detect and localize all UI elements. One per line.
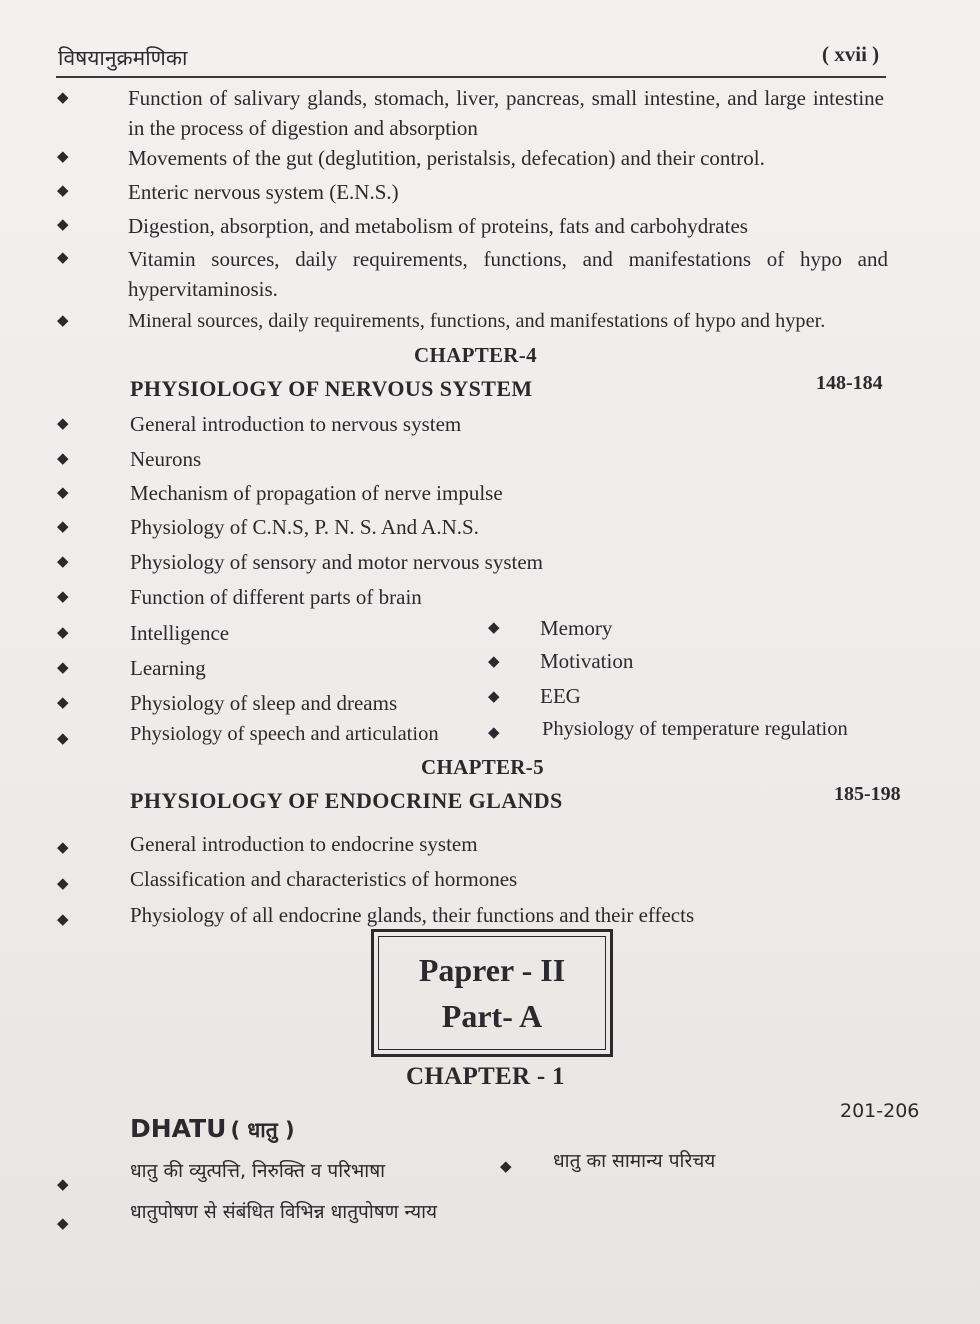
- list-item: General introduction to nervous system: [130, 412, 462, 436]
- bullet-icon: ◆: [57, 660, 69, 676]
- list-item: Motivation: [540, 649, 634, 673]
- chapter-4-heading: CHAPTER-4: [414, 343, 537, 367]
- bullet-icon: ◆: [57, 519, 69, 535]
- bullet-icon: ◆: [57, 695, 69, 711]
- list-item: Mechanism of propagation of nerve impulse: [130, 481, 503, 505]
- bullet-icon: ◆: [488, 654, 500, 670]
- list-item: Classification and characteristics of hormones: [130, 867, 518, 891]
- bullet-icon: ◆: [57, 416, 69, 432]
- chapter-4-title: PHYSIOLOGY OF NERVOUS SYSTEM: [130, 376, 533, 401]
- chapter-1-title: DHATU: [130, 1114, 227, 1143]
- chapter-1-title-hindi: ( धातु ): [230, 1118, 295, 1142]
- list-item: Learning: [130, 656, 206, 680]
- list-item: General introduction to endocrine system: [130, 832, 478, 856]
- running-header-title: विषयानुक्रमणिका: [58, 46, 188, 70]
- chapter-5-pages: 185-198: [834, 783, 901, 805]
- chapter-4-pages: 148-184: [816, 372, 883, 394]
- list-item: Intelligence: [130, 621, 230, 645]
- header-rule: [56, 76, 886, 78]
- paper-label: Paprer - II: [418, 952, 566, 988]
- list-item: धातु की व्युत्पत्ति, निरुक्ति व परिभाषा: [130, 1160, 386, 1182]
- bullet-icon: ◆: [500, 1159, 512, 1175]
- bullet-icon: ◆: [488, 689, 500, 705]
- bullet-icon: ◆: [57, 183, 69, 199]
- bullet-icon: ◆: [57, 625, 69, 641]
- chapter-5-heading: CHAPTER-5: [421, 755, 544, 779]
- bullet-icon: ◆: [57, 90, 69, 106]
- chapter-5-title: PHYSIOLOGY OF ENDOCRINE GLANDS: [130, 788, 563, 813]
- list-item: Physiology of speech and articulation: [130, 723, 439, 745]
- chapter-1-heading: CHAPTER - 1: [406, 1063, 565, 1090]
- list-item: Movements of the gut (deglutition, peristalsis, defecation) and their control.: [128, 146, 765, 170]
- list-item: Physiology of C.N.S, P. N. S. And A.N.S.: [130, 515, 479, 539]
- bullet-icon: ◆: [57, 451, 69, 467]
- bullet-icon: ◆: [57, 217, 69, 233]
- list-item: Neurons: [130, 447, 202, 471]
- bullet-icon: ◆: [57, 731, 69, 747]
- bullet-icon: ◆: [57, 149, 69, 165]
- chapter-1-pages: 201-206: [840, 1100, 920, 1122]
- list-item: Mineral sources, daily requirements, functions, and manifestations of hypo and hyper.: [128, 310, 826, 332]
- bullet-icon: ◆: [57, 912, 69, 928]
- bullet-icon: ◆: [57, 485, 69, 501]
- page-number: ( xvii ): [822, 42, 880, 66]
- bullet-icon: ◆: [57, 250, 69, 266]
- list-item: Enteric nervous system (E.N.S.): [128, 180, 399, 204]
- bullet-icon: ◆: [57, 1177, 69, 1193]
- list-item: धातुपोषण से संबंधित विभिन्न धातुपोषण न्याय: [130, 1201, 438, 1223]
- bullet-icon: ◆: [57, 554, 69, 570]
- bullet-icon: ◆: [488, 725, 500, 741]
- list-item: धातु का सामान्य परिचय: [553, 1150, 716, 1172]
- chapter-1-title-row: [130, 1114, 295, 1144]
- bullet-icon: ◆: [57, 589, 69, 605]
- bullet-icon: ◆: [57, 1216, 69, 1232]
- list-item: Physiology of all endocrine glands, their functions and their effects: [130, 903, 695, 927]
- list-item: Physiology of sensory and motor nervous system: [130, 550, 543, 574]
- list-item: Vitamin sources, daily requirements, functions, and manifestations of hypo and hypervitaminosis.: [128, 247, 888, 301]
- list-item: Memory: [540, 616, 613, 640]
- list-item: Physiology of sleep and dreams: [130, 691, 398, 715]
- bullet-icon: ◆: [488, 620, 500, 636]
- list-item: Function of salivary glands, stomach, liver, pancreas, small intestine, and large intestine in the process of digestion and absorption: [128, 86, 884, 140]
- bullet-icon: ◆: [57, 876, 69, 892]
- part-label: Part- A: [441, 998, 543, 1034]
- bullet-icon: ◆: [57, 313, 69, 329]
- list-item: Function of different parts of brain: [130, 585, 422, 609]
- paper-part-box: [371, 929, 613, 1057]
- paper-part-box-inner: [378, 936, 606, 1050]
- list-item: EEG: [540, 684, 581, 708]
- list-item: Digestion, absorption, and metabolism of proteins, fats and carbohydrates: [128, 214, 748, 238]
- bullet-icon: ◆: [57, 840, 69, 856]
- list-item: Physiology of temperature regulation: [542, 718, 848, 740]
